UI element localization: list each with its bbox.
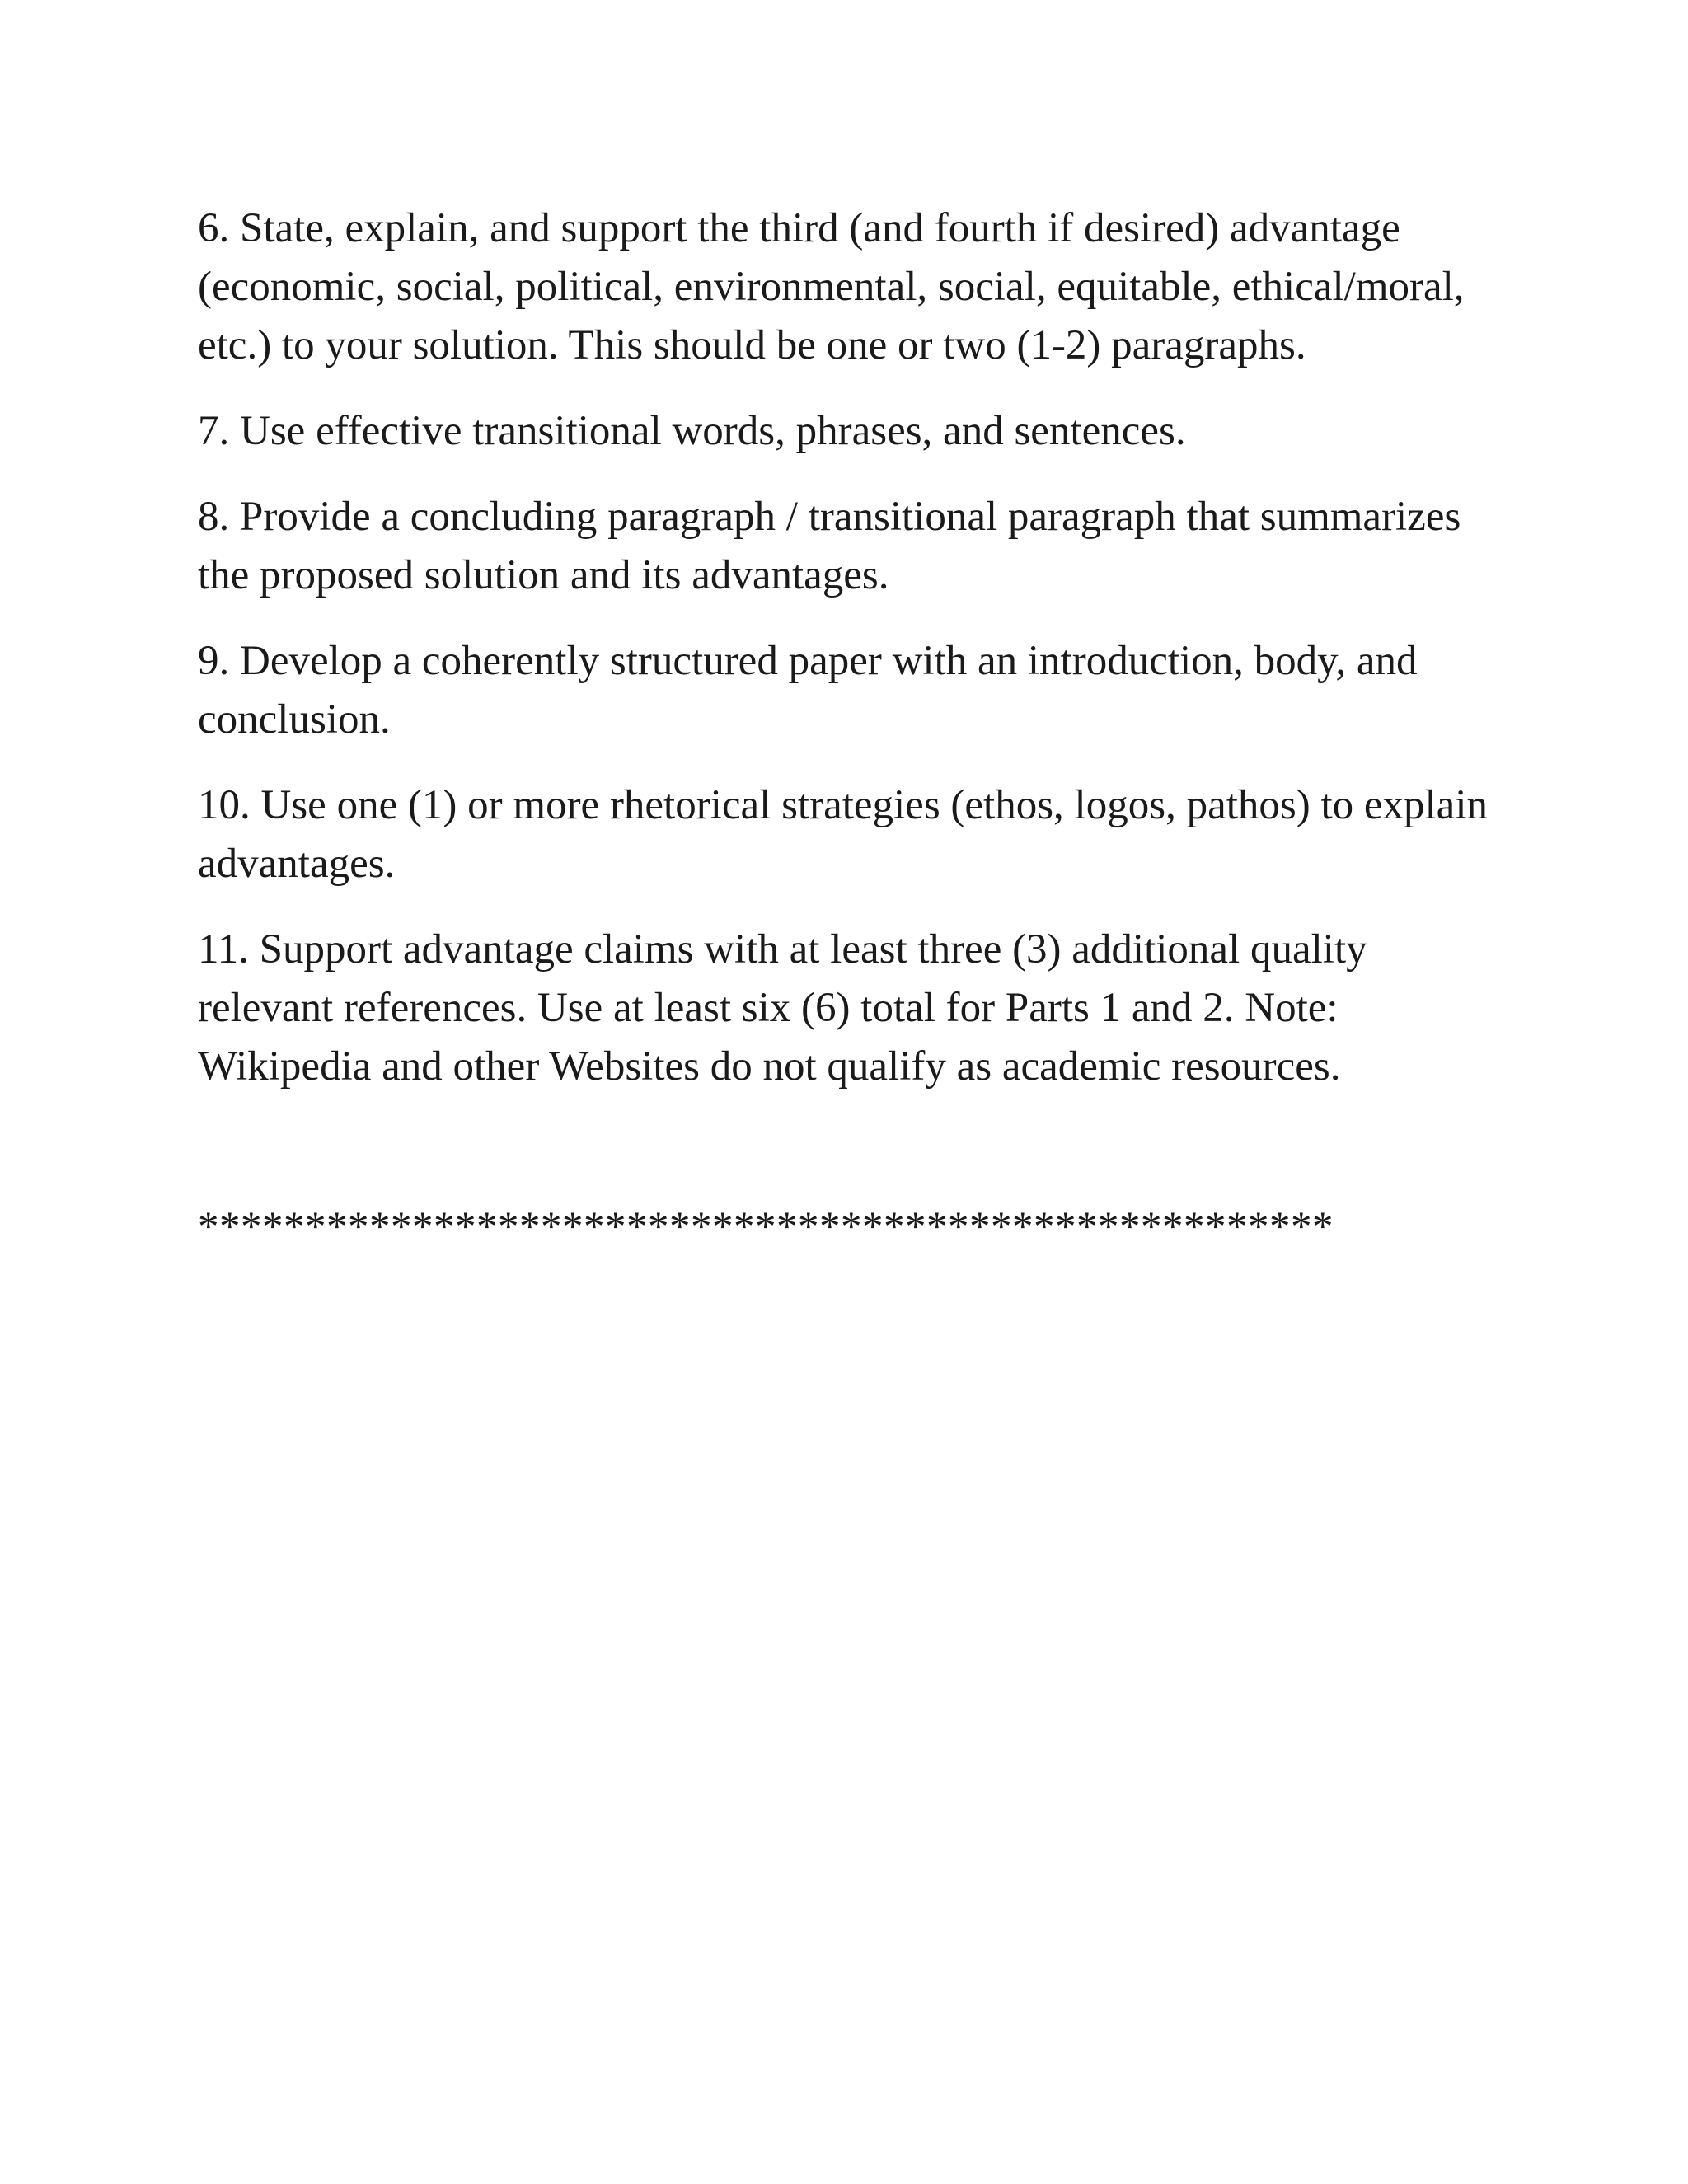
list-item-10: 10. Use one (1) or more rhetorical strategies (ethos, logos, pathos) to explain advantages. xyxy=(198,782,1488,887)
list-item-7: 7. Use effective transitional words, phrases, and sentences. xyxy=(198,408,1186,454)
list-item-11: 11. Support advantage claims with at least three (3) additional quality relevant references. Use at least six (6) total for Parts 1 and 2. Note: Wikipedia and other Websites do not qualify as academic resources. xyxy=(198,926,1367,1090)
asterisk-separator: ***************************************************** xyxy=(198,1204,1334,1250)
document-body xyxy=(198,199,1500,1257)
list-item-6: 6. State, explain, and support the third (and fourth if desired) advantage (economic, social, political, environmental, social, equitable, ethical/moral, etc.) to your solution. This should be one or two (1-2) paragraphs. xyxy=(198,205,1465,368)
list-item-9: 9. Develop a coherently structured paper with an introduction, body, and conclusion. xyxy=(198,638,1418,743)
list-item-8: 8. Provide a concluding paragraph / transitional paragraph that summarizes the proposed solution and its advantages. xyxy=(198,494,1461,598)
